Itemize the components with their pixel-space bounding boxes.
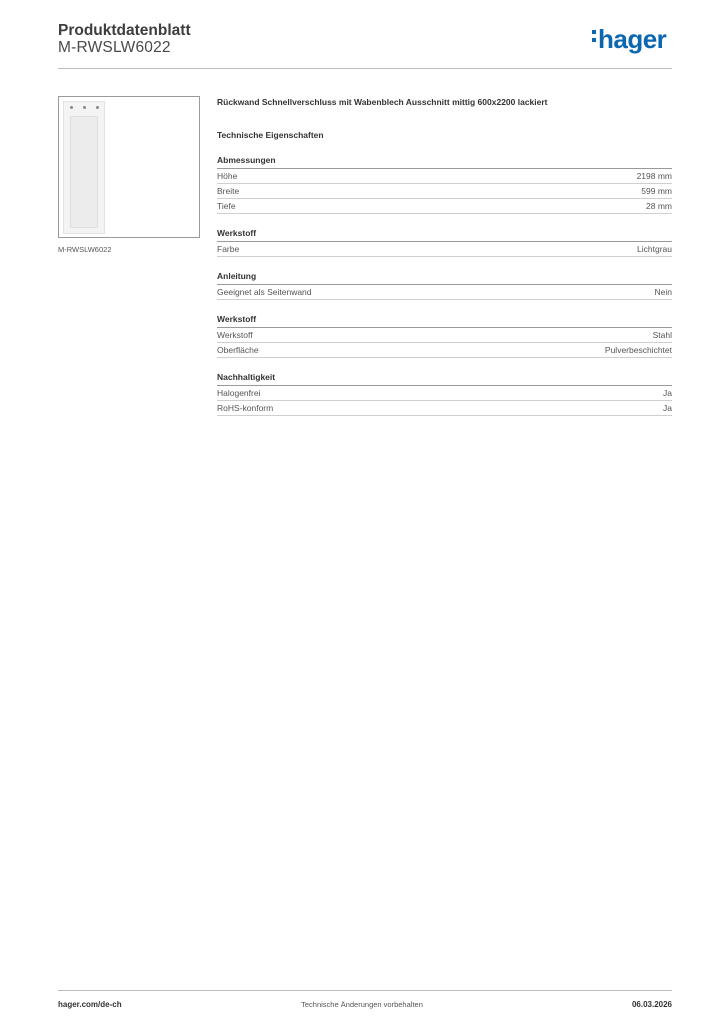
spec-label: Geeignet als Seitenwand [217, 287, 312, 297]
spec-section-anleitung [217, 270, 672, 300]
spec-section-nachhaltigkeit [217, 371, 672, 416]
specification-area [217, 96, 672, 416]
technical-properties-heading: Technische Eigenschaften [217, 130, 324, 140]
spec-label: Höhe [217, 171, 238, 181]
spec-label: Breite [217, 186, 240, 196]
spec-row [217, 386, 672, 401]
spec-value: 2198 mm [636, 171, 672, 181]
spec-row [217, 285, 672, 300]
section-title: Abmessungen [217, 154, 672, 169]
footer-date: 06.03.2026 [631, 1000, 672, 1009]
section-title: Werkstoff [217, 313, 672, 328]
honeycomb-cutout [70, 116, 98, 228]
spec-value: Lichtgrau [637, 244, 672, 254]
spec-value: Pulverbeschichtet [604, 345, 672, 355]
section-title: Nachhaltigkeit [217, 371, 672, 386]
spec-label: Oberfläche [217, 345, 259, 355]
product-image-frame [58, 96, 200, 238]
spec-label: Farbe [217, 244, 240, 254]
spec-value: 28 mm [646, 201, 672, 211]
logo-text: hager [598, 24, 667, 54]
spec-value: Ja [663, 403, 672, 413]
footer-divider [58, 990, 672, 991]
spec-row [217, 184, 672, 199]
footer-notice: Technische Änderungen vorbehalten [301, 1000, 423, 1009]
spec-value: 599 mm [641, 186, 672, 196]
spec-section-abmessungen [217, 154, 672, 214]
spec-row [217, 242, 672, 257]
spec-label: Tiefe [217, 201, 236, 211]
spec-row [217, 343, 672, 358]
spec-label: Halogenfrei [217, 388, 261, 398]
spec-section-werkstoff [217, 227, 672, 257]
section-title: Anleitung [217, 270, 672, 285]
back-panel-image [63, 101, 105, 234]
footer-website: hager.com/de-ch [58, 1000, 122, 1009]
spec-row [217, 199, 672, 214]
product-description: Rückwand Schnellverschluss mit Wabenblech Ausschnitt mittig 600x2200 lackiert [217, 97, 548, 107]
panel-hole-icon [70, 106, 73, 109]
spec-value: Stahl [652, 330, 672, 340]
spec-row [217, 169, 672, 184]
panel-hole-icon [83, 106, 86, 109]
spec-value: Nein [654, 287, 672, 297]
spec-row [217, 328, 672, 343]
section-title: Werkstoff [217, 227, 672, 242]
hager-logo [592, 26, 666, 52]
page-title: Produktdatenblatt [58, 22, 191, 39]
spec-label: RoHS-konform [217, 403, 274, 413]
spec-value: Ja [663, 388, 672, 398]
panel-hole-icon [96, 106, 99, 109]
header-divider [58, 68, 672, 69]
spec-row [217, 401, 672, 416]
spec-section-werkstoff-2 [217, 313, 672, 358]
article-number: M-RWSLW6022 [58, 39, 171, 56]
spec-label: Werkstoff [217, 330, 253, 340]
image-caption: M-RWSLW6022 [58, 245, 112, 254]
logo-colon-icon [592, 26, 598, 46]
